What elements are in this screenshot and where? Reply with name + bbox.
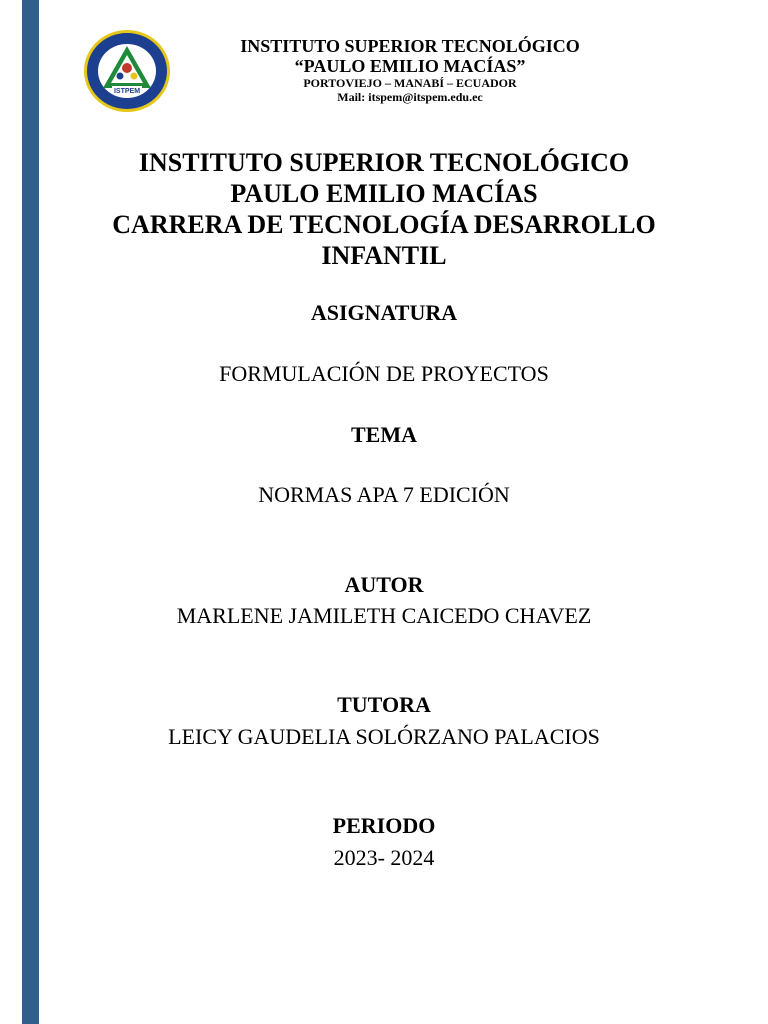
cover-title-line: PAULO EMILIO MACÍAS bbox=[230, 179, 538, 208]
letterhead-institution: INSTITUTO SUPERIOR TECNOLÓGICO bbox=[240, 36, 580, 56]
autor-heading: AUTOR bbox=[344, 572, 424, 597]
letterhead bbox=[200, 36, 620, 104]
cover-title-line: INFANTIL bbox=[321, 241, 447, 270]
logo-seal-icon bbox=[82, 28, 172, 114]
periodo-label bbox=[40, 813, 728, 839]
tutora-text: LEICY GAUDELIA SOLÓRZANO PALACIOS bbox=[168, 724, 600, 749]
svg-text:ISTPEM: ISTPEM bbox=[113, 88, 141, 95]
cover-title-line: INSTITUTO SUPERIOR TECNOLÓGICO bbox=[138, 148, 630, 177]
tema-label bbox=[40, 422, 728, 448]
institution-logo bbox=[82, 28, 172, 114]
cover-title-line: CARRERA DE TECNOLOGÍA DESARROLLO bbox=[112, 210, 656, 239]
asignatura-label bbox=[40, 300, 728, 326]
tutora-label bbox=[40, 692, 728, 718]
asignatura-text: FORMULACIÓN DE PROYECTOS bbox=[219, 361, 549, 386]
tema-text: NORMAS APA 7 EDICIÓN bbox=[258, 482, 510, 507]
autor-label bbox=[40, 572, 728, 598]
periodo-text: 2023- 2024 bbox=[333, 845, 435, 870]
autor-value bbox=[40, 603, 728, 629]
tema-heading: TEMA bbox=[351, 422, 417, 447]
periodo-value bbox=[40, 845, 728, 871]
left-accent-bar bbox=[22, 0, 39, 1024]
autor-text: MARLENE JAMILETH CAICEDO CHAVEZ bbox=[176, 603, 592, 628]
cover-title bbox=[40, 147, 728, 271]
tutora-value bbox=[40, 724, 728, 750]
letterhead-location: PORTOVIEJO – MANABÍ – ECUADOR bbox=[303, 76, 517, 90]
letterhead-mail: Mail: itspem@itspem.edu.ec bbox=[337, 90, 483, 104]
asignatura-heading: ASIGNATURA bbox=[310, 300, 458, 325]
periodo-heading: PERIODO bbox=[332, 813, 436, 838]
asignatura-value bbox=[40, 361, 728, 387]
tema-value bbox=[40, 482, 728, 508]
tutora-heading: TUTORA bbox=[337, 692, 431, 717]
letterhead-name: “PAULO EMILIO MACÍAS” bbox=[294, 56, 526, 76]
